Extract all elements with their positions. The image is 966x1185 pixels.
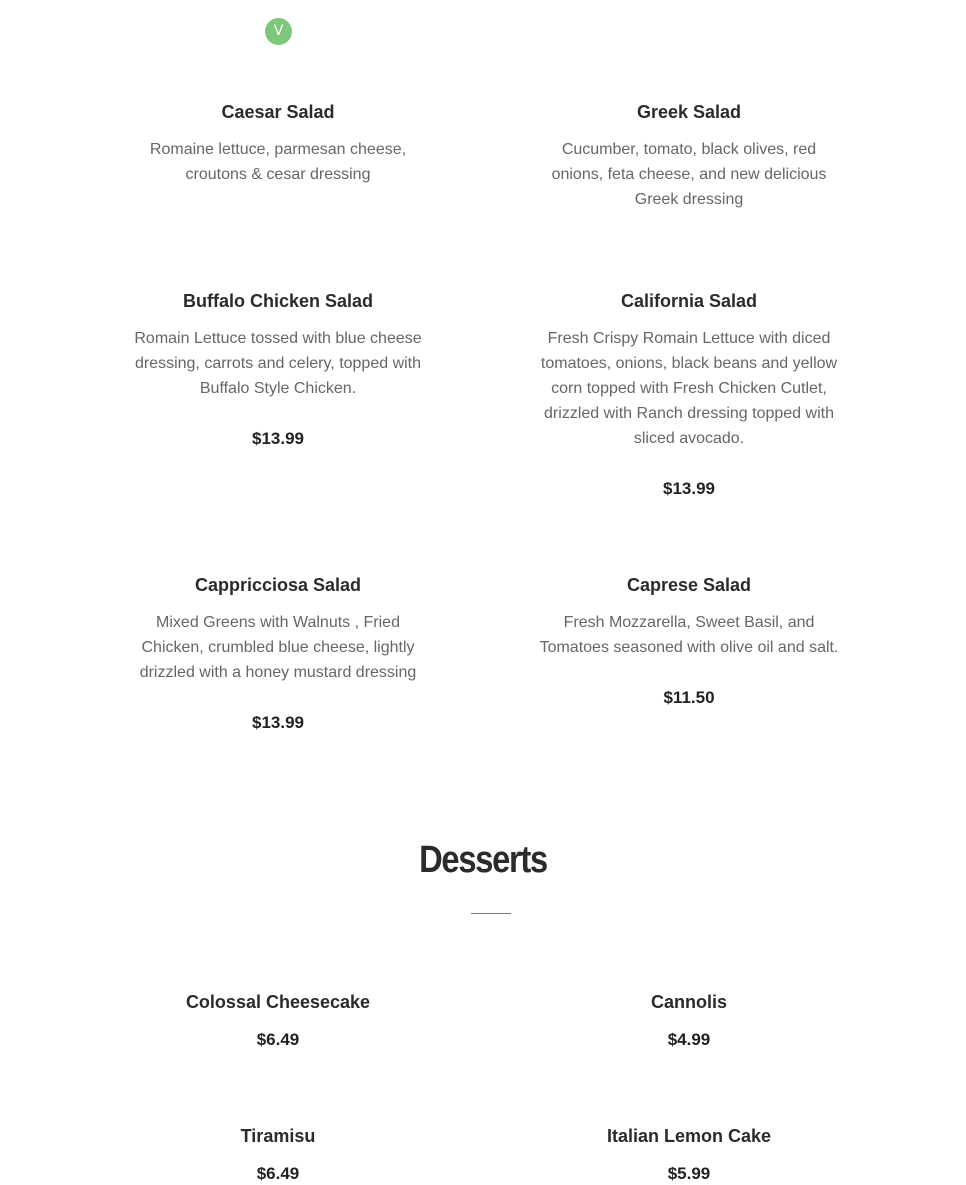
section-divider — [471, 913, 511, 914]
item-price: $13.99 — [252, 429, 304, 448]
item-description: Romaine lettuce, parmesan cheese, croutons & cesar dressing — [149, 141, 407, 183]
item-title: Buffalo Chicken Salad — [182, 291, 374, 311]
item-price: $6.49 — [256, 1164, 300, 1183]
menu-item-california-salad — [539, 290, 839, 500]
item-title: Greek Salad — [636, 102, 742, 122]
item-title: Caesar Salad — [221, 102, 335, 122]
menu-item-caesar-salad — [128, 101, 428, 187]
menu-item-cappricciosa-salad — [128, 574, 428, 734]
item-description: Fresh Crispy Romain Lettuce with diced tomatoes, onions, black beans and yellow corn topped with Fresh Chicken Cutlet, drizzled with Ranch dressing topped with sliced avocado. — [540, 330, 838, 447]
item-title: California Salad — [620, 291, 758, 311]
item-price: $5.99 — [667, 1164, 711, 1183]
item-description: Romain Lettuce tossed with blue cheese dressing, carrots and celery, topped with Buffalo Style Chicken. — [134, 330, 422, 397]
item-price: $6.49 — [256, 1030, 300, 1049]
item-price: $13.99 — [252, 713, 304, 732]
item-price: $4.99 — [667, 1030, 711, 1049]
item-description: Cucumber, tomato, black olives, red onions, feta cheese, and new delicious Greek dressing — [551, 141, 827, 208]
item-price: $11.50 — [663, 688, 715, 707]
menu-item-greek-salad — [539, 101, 839, 212]
vegetarian-badge-icon: V — [265, 18, 292, 45]
menu-item-colossal-cheesecake — [128, 991, 428, 1051]
item-title: Cannolis — [650, 992, 727, 1012]
menu-item-cannolis — [539, 991, 839, 1051]
section-title-desserts: Desserts — [419, 839, 547, 881]
item-description: Mixed Greens with Walnuts , Fried Chicken, crumbled blue cheese, lightly drizzled with a honey mustard dressing — [139, 614, 417, 681]
menu-item-tiramisu — [128, 1125, 428, 1185]
item-description: Fresh Mozzarella, Sweet Basil, and Tomatoes seasoned with olive oil and salt. — [539, 614, 839, 656]
item-title: Colossal Cheesecake — [185, 992, 371, 1012]
item-title: Cappricciosa Salad — [194, 575, 362, 595]
item-title: Tiramisu — [240, 1126, 316, 1146]
menu-item-italian-lemon-cake — [539, 1125, 839, 1185]
menu-item-buffalo-chicken-salad — [128, 290, 428, 450]
item-title: Italian Lemon Cake — [606, 1126, 772, 1146]
item-price: $13.99 — [663, 479, 715, 498]
menu-item-caprese-salad — [539, 574, 839, 709]
item-title: Caprese Salad — [626, 575, 752, 595]
